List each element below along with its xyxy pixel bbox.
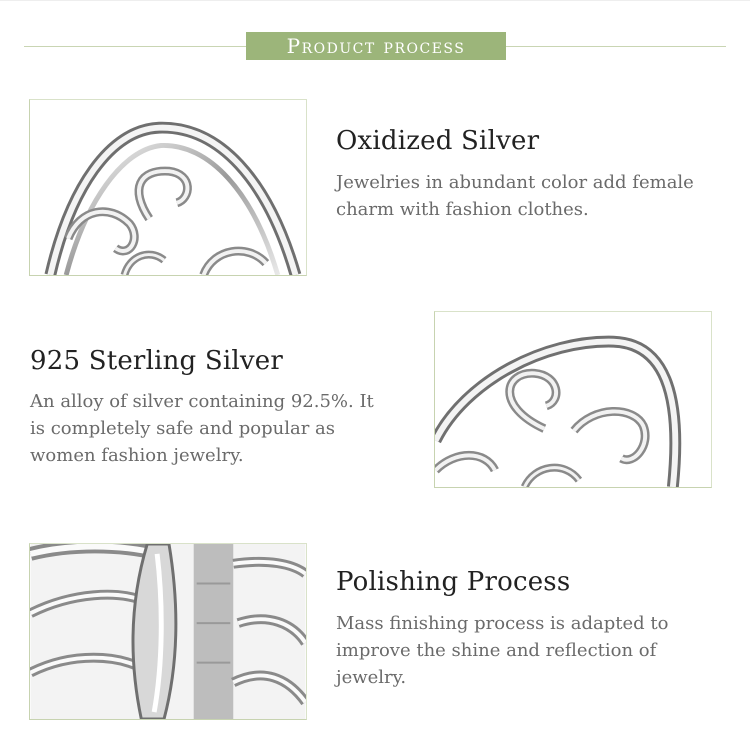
description-line: An alloy of silver containing 92.5%. It [30,391,374,412]
header-rule-left [24,46,246,47]
top-divider [0,0,750,1]
header-rule-right [506,46,726,47]
filigree-ring-closeup-icon [30,100,306,275]
polishing-process-photo [29,543,307,720]
description-line: Jewelries in abundant color add female [336,172,694,193]
oxidized-silver-photo [29,99,307,276]
section-description-oxidized-silver [336,169,694,223]
description-line: Mass finishing process is adapted to [336,613,669,634]
description-line: jewelry. [336,667,407,688]
sterling-silver-photo [434,311,712,488]
section-title-oxidized-silver: Oxidized Silver [336,126,540,156]
filigree-ring-closeup-icon [435,312,711,487]
section-title-polishing-process: Polishing Process [336,567,571,597]
section-header-title: Product process [286,34,466,58]
description-line: charm with fashion clothes. [336,199,589,220]
ring-band-closeup-icon [30,544,306,719]
section-title-sterling-silver: 925 Sterling Silver [30,346,283,376]
description-line: improve the shine and reflection of [336,640,657,661]
description-line: is completely safe and popular as [30,418,335,439]
description-line: women fashion jewelry. [30,445,244,466]
section-description-polishing-process [336,610,668,691]
section-header-banner [246,32,506,60]
section-description-sterling-silver [30,388,374,469]
